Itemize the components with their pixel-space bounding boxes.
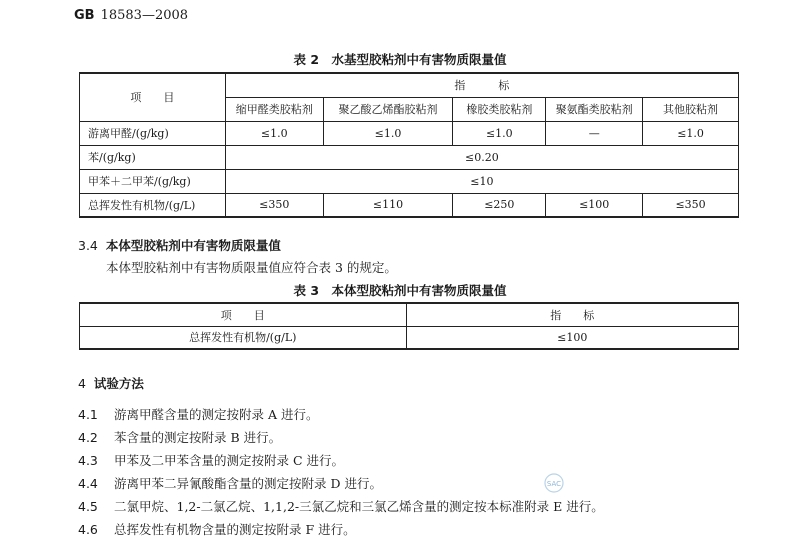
list-item: 4.1 游离甲醛含量的测定按附录 A 进行。: [78, 407, 319, 422]
table-row: [80, 121, 739, 145]
table-cell: ≤110: [323, 193, 453, 217]
table3: [79, 302, 739, 350]
table-cell: ≤350: [225, 193, 323, 217]
standard-prefix: GB: [74, 8, 95, 23]
table-cell: ≤250: [453, 193, 546, 217]
list-item: 4.4 游离甲苯二异氰酸酯含量的测定按附录 D 进行。: [78, 476, 382, 491]
table-row: [80, 326, 739, 349]
table-cell: ≤1.0: [225, 121, 323, 145]
table-header-row: [80, 73, 739, 97]
table-cell: ≤100: [406, 326, 739, 349]
list-item: 4.6 总挥发性有机物含量的测定按附录 F 进行。: [78, 522, 356, 537]
table-cell: —: [546, 121, 643, 145]
subheader-cell: 聚乙酸乙烯酯胶粘剂: [323, 97, 453, 121]
standard-number: 18583—2008: [100, 8, 189, 23]
list-item: 4.3 甲苯及二甲苯含量的测定按附录 C 进行。: [78, 453, 345, 468]
table3-caption: 表 3 本体型胶粘剂中有害物质限量值: [293, 283, 507, 298]
table-cell: ≤100: [546, 193, 643, 217]
merged-cell: ≤10: [225, 169, 738, 193]
table-cell: ≤1.0: [453, 121, 546, 145]
table2-caption: 表 2 水基型胶粘剂中有害物质限量值: [293, 52, 507, 67]
list-item: 4.5 二氯甲烷、1,2-二氯乙烷、1,1,2-三氯乙烷和三氯乙烯含量的测定按本标准附录 E 进行。: [78, 499, 604, 514]
table-row: [80, 145, 739, 169]
section-3-4-text: 本体型胶粘剂中有害物质限量值应符合表 3 的规定。: [106, 260, 397, 275]
table-cell: ≤1.0: [323, 121, 453, 145]
table-cell: ≤350: [643, 193, 739, 217]
col-item-header: 项 目: [80, 303, 407, 326]
section-3-4-heading: [78, 236, 281, 254]
row-label: 甲苯＋二甲苯/(g/kg): [80, 169, 226, 193]
section-title: 试验方法: [93, 376, 144, 391]
table2: [79, 72, 739, 218]
section-number: 4: [78, 376, 86, 391]
row-label: 总挥发性有机物/(g/L): [80, 193, 226, 217]
table-row: [80, 193, 739, 217]
section-4-heading: [78, 374, 144, 392]
section-title: 本体型胶粘剂中有害物质限量值: [105, 238, 281, 253]
col-value-header: 指 标: [406, 303, 739, 326]
subheader-cell: 橡胶类胶粘剂: [453, 97, 546, 121]
row-label: 游离甲醛/(g/kg): [80, 121, 226, 145]
col-item-header: 项 目: [80, 73, 226, 121]
subheader-cell: 其他胶粘剂: [643, 97, 739, 121]
row-label: 苯/(g/kg): [80, 145, 226, 169]
table-row: [80, 169, 739, 193]
subheader-cell: 聚氨酯类胶粘剂: [546, 97, 643, 121]
table-header-row: [80, 303, 739, 326]
section-number: 3.4: [78, 238, 98, 253]
table-cell: ≤1.0: [643, 121, 739, 145]
svg-text:SAC: SAC: [546, 480, 562, 488]
sac-watermark-logo: [543, 473, 565, 493]
page-header: [74, 8, 188, 23]
list-item: 4.2 苯含量的测定按附录 B 进行。: [78, 430, 282, 445]
col-group-header: 指 标: [225, 73, 738, 97]
row-label: 总挥发性有机物/(g/L): [80, 326, 407, 349]
subheader-cell: 缩甲醛类胶粘剂: [225, 97, 323, 121]
merged-cell: ≤0.20: [225, 145, 738, 169]
